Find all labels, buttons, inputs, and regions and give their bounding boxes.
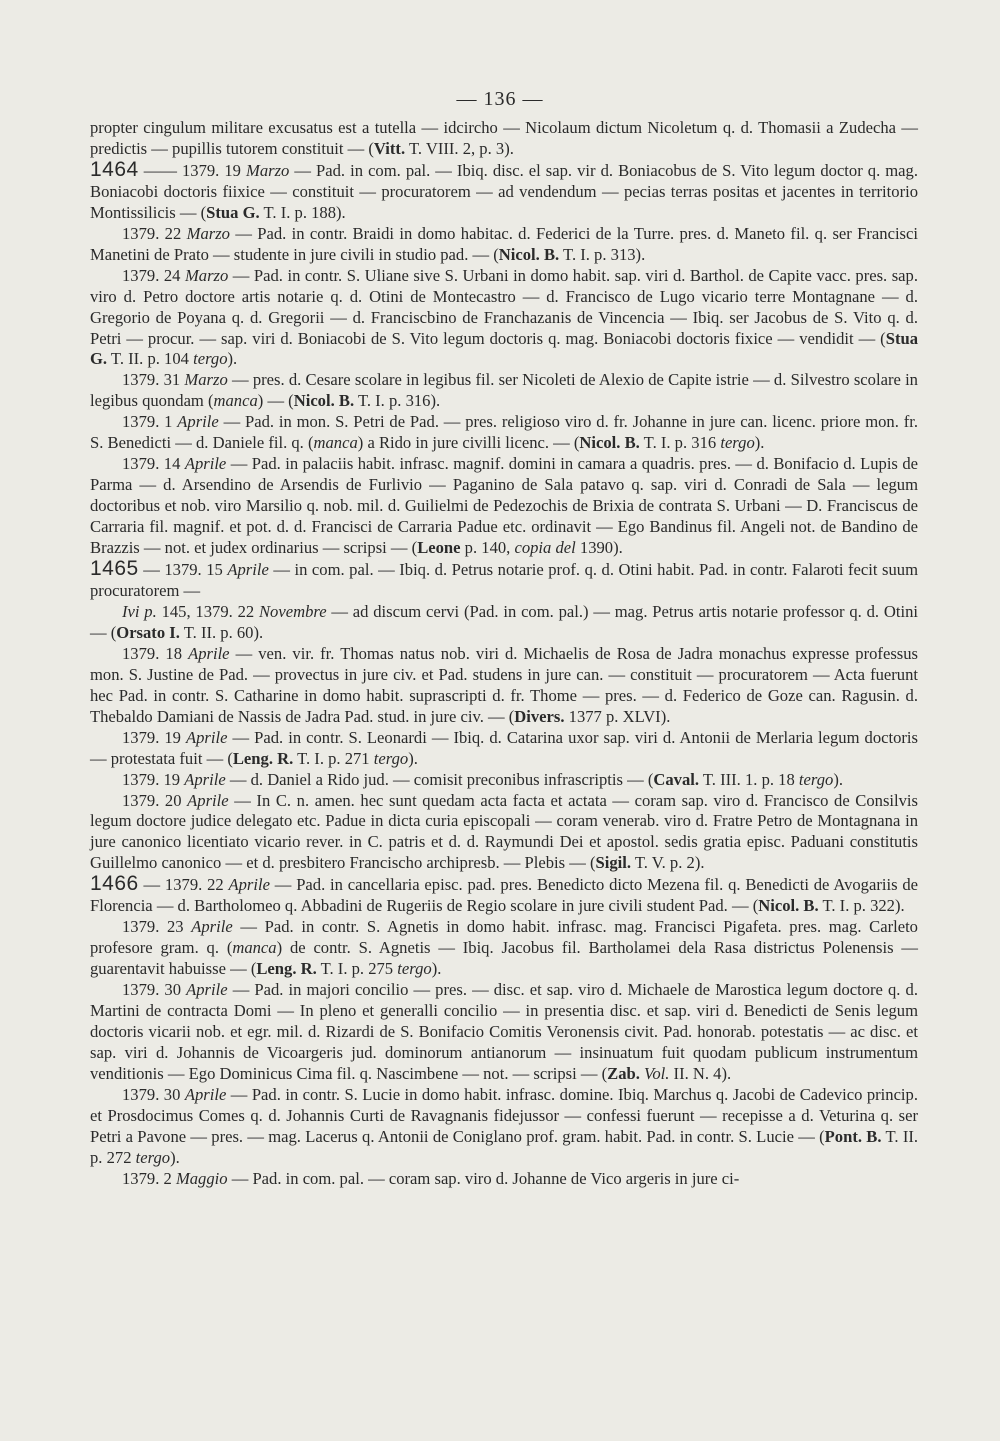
paragraph — [90, 917, 918, 980]
paragraph-text: 1379. 30 Aprile — Pad. in majori concilio — pres. — disc. et sap. viro d. Michaele de Marostica legum doctore q. d. Martini de contracta Domi — In pleno et generalli concilio — in presentia disc. et sap. viri d. Benedicti de Senis legum doctoris vicarii nob. et egr. mil. d. Rizardi de S. Bonifacio Comitis Veronensis civit. Pad. honorab. potestatis — ac disc. et sap. viri d. Johannis de Vicoargeris jud. dominorum antianorum — insinuatum fuit quodam publicum instrumentum venditionis — Ego Dominicus Cima fil. q. Nascimbene — not. — scripsi — (Zab. Vol. II. N. 4). — [90, 980, 918, 1083]
paragraph-text: 1379. 20 Aprile — In C. n. amen. hec sunt quedam acta facta et actata — coram sap. viro d. Francisco de Consilvis legum doctore judice delegato etc. Padue in dicta curia episcopali — coram venerab. viro d. Fratre Petro de Montagnana in jure canonico licentiato vicario rever. in C. patris et d. d. Raymundi Dei et apostol. sedis gratia episc. Paduani constitutis Guillelmo canonico — et d. presbitero Francischo archipresb. — Plebis — (Sigil. T. V. p. 2). — [90, 790, 918, 873]
paragraph-text: 1379. 1 Aprile — Pad. in mon. S. Petri de Pad. — pres. religioso viro d. fr. Johanne in jure can. licenc. priore mon. fr. S. Benedicti — d. Daniele fil. q. (manca) a Rido in jure civilli licenc. — (Nicol. B. T. I. p. 316 tergo). — [90, 412, 918, 453]
paragraph-text: 1379. 30 Aprile — Pad. in contr. S. Lucie in domo habit. infrasc. domine. Ibiq. Marchus q. Jacobi de Cadevico princip. et Prosdocimus Comes q. d. Johannis Curti de Ravagnanis fidejussor — confessi fuerunt — recepisse a d. Veturina q. ser Petri a Pavone — pres. — mag. Lacerus q. Antonii de Coniglano prof. gram. habit. Pad. in contr. S. Lucie — (Pont. B. T. II. p. 272 tergo). — [90, 1084, 919, 1167]
paragraph-text: — 1379. 15 Aprile — in com. pal. — Ibiq. d. Petrus notarie prof. q. d. Otini habit. Pad. in contr. Falaroti fecit suum procuratorem — — [90, 560, 918, 600]
paragraph-text: 1379. 14 Aprile — Pad. in palaciis habit. infrasc. magnif. domini in camara a quadris. pres. — d. Bonifacio d. Lupis de Parma — d. Arsendino de Arsendis de Furlivio — Paganino de Sala patavo q. sap. viri d. Conradi de Sala — legum doctoribus et nob. viro Marsilio q. nob. mil. d. Guilielmi de Pedezochis de Brixia de contrata S. Urbani — D. Franciscus de Carraria fil. magnif. et pot. d. d. Francisci de Carraria Padue etc. ordinavit — Ego Bandinus fil. Angeli not. de Bandino de Brazzis — not. et judex ordinarius — scripsi — (Leone p. 140, copia del 1390). — [90, 454, 918, 558]
paragraph — [90, 980, 918, 1085]
paragraph — [90, 770, 918, 791]
paragraph — [90, 266, 918, 371]
document-entry — [90, 874, 918, 917]
paragraph — [90, 370, 918, 412]
paragraph — [90, 1085, 918, 1169]
paragraph — [90, 602, 918, 644]
paragraph-text: —— 1379. 19 Marzo — Pad. in com. pal. — Ibiq. disc. el sap. vir d. Boniacobus de S. Vito legum doctor q. mag. Boniacobi doctoris fiixice — constituit — procuratorem — ad vendendum — pecias terras positas et jacentes in territorio Montissilicis — (Stua G. T. I. p. 188). — [90, 160, 918, 222]
paragraph — [90, 791, 918, 875]
document-entry — [90, 559, 918, 602]
paragraph-text: 1379. 2 Maggio — Pad. in com. pal. — coram sap. viro d. Johanne de Vico argeris in jure ci- — [122, 1168, 740, 1188]
page-number: — 136 — — [456, 88, 544, 110]
paragraph-text: 1379. 19 Aprile — Pad. in contr. S. Leonardi — Ibiq. d. Catarina uxor sap. viri d. Antonii de Merlaria legum doctoris — protestata fuit — (Leng. R. T. I. p. 271 tergo). — [90, 727, 919, 768]
entry-number: 1464 — [90, 157, 139, 181]
paragraph — [90, 412, 918, 454]
paragraph-text: 1379. 31 Marzo — pres. d. Cesare scolare in legibus fil. ser Nicoleti de Alexio de Capite istrie — d. Silvestro scolare in legibus quondam (manca) — (Nicol. B. T. I. p. 316). — [90, 370, 918, 411]
text-body — [90, 118, 918, 1190]
paragraph-text: 1379. 22 Marzo — Pad. in contr. Braidi in domo habitac. d. Federici de la Turre. pres. d. Maneto fil. q. ser Francisci Manetini de Prato — studente in jure civili in studio pad. — (Nicol. B. T. I. p. 313). — [90, 223, 918, 264]
paragraph-text: propter cingulum militare excusatus est a tutella — idcircho — Nicolaum dictum Nicoletum q. d. Thomasii a Zudecha — predictis — pupillis tutorem constituit — (Vitt. T. VIII. 2, p. 3). — [90, 118, 918, 158]
paragraph — [90, 1169, 918, 1190]
document-entry — [90, 157, 918, 224]
paragraph-text: Ivi p. 145, 1379. 22 Novembre — ad discum cervi (Pad. in com. pal.) — mag. Petrus artis notarie professor q. d. Otini — (Orsato I. T. II. p. 60). — [90, 601, 919, 642]
paragraph-text: 1379. 24 Marzo — Pad. in contr. S. Uliane sive S. Urbani in domo habit. sap. viri d. Barthol. de Capite vacc. pres. sap. viro d. Petro doctore artis notarie q. d. Otini de Montecastro — d. Francisco de Lugo vicario terre Montagnane — d. Gregorio de Poyana q. d. Gregorii — d. Franciscbino de Franchazanis de Vincencia — Ibiq. ser Jacobus de S. Vito q. d. Petri — procur. — sap. viri d. Boniacobi de S. Vito legum doctoris q. mag. Boniacobi doctoris fixice — vendidit — (Stua G. T. II. p. 104 tergo). — [90, 265, 918, 369]
paragraph-text: 1379. 23 Aprile — Pad. in contr. S. Agnetis in domo habit. infrasc. mag. Francisci Pigafeta. pres. mag. Carleto profesore gram. q. (manca) de contr. S. Agnetis — Ibiq. Jacobus fil. Bartholamei dela Rasa districtus Polenensis — guarentavit habuisse — (Leng. R. T. I. p. 275 tergo). — [90, 917, 918, 979]
paragraph — [90, 644, 918, 728]
paragraph — [90, 224, 918, 266]
paragraph-text: 1379. 18 Aprile — ven. vir. fr. Thomas natus nob. viri d. Michaelis de Rosa de Jadra monachus expresse professus mon. S. Justine de Pad. — provectus in jure civ. et Pad. studens in jure can. — constituit — procuratorem — Acta fuerunt hec Pad. in contr. S. Catharine in domo habit. suprascripti d. fr. Thome — pres. — d. Federico de Goze can. Ragusin. d. Thebaldo Damiani de Nassis de Jadra Pad. stud. in jure civ. — (Divers. 1377 p. XLVI). — [90, 643, 918, 726]
entry-number: 1466 — [90, 872, 139, 896]
paragraph-text: 1379. 19 Aprile — d. Daniel a Rido jud. — comisit preconibus infrascriptis — (Caval. T. III. 1. p. 18 tergo). — [122, 769, 844, 789]
paragraph — [90, 728, 918, 770]
paragraph — [90, 454, 918, 559]
paragraph-text: — 1379. 22 Aprile — Pad. in cancellaria episc. pad. pres. Benedicto dicto Mezena fil. q. Benedicti de Avogariis de Florencia — d. Bartholomeo q. Abbadini de Rugeriis de Regio scolare in jure civili student Pad. — (Nicol. B. T. I. p. 322). — [90, 875, 919, 916]
paragraph — [90, 118, 918, 160]
entry-number: 1465 — [90, 557, 139, 581]
